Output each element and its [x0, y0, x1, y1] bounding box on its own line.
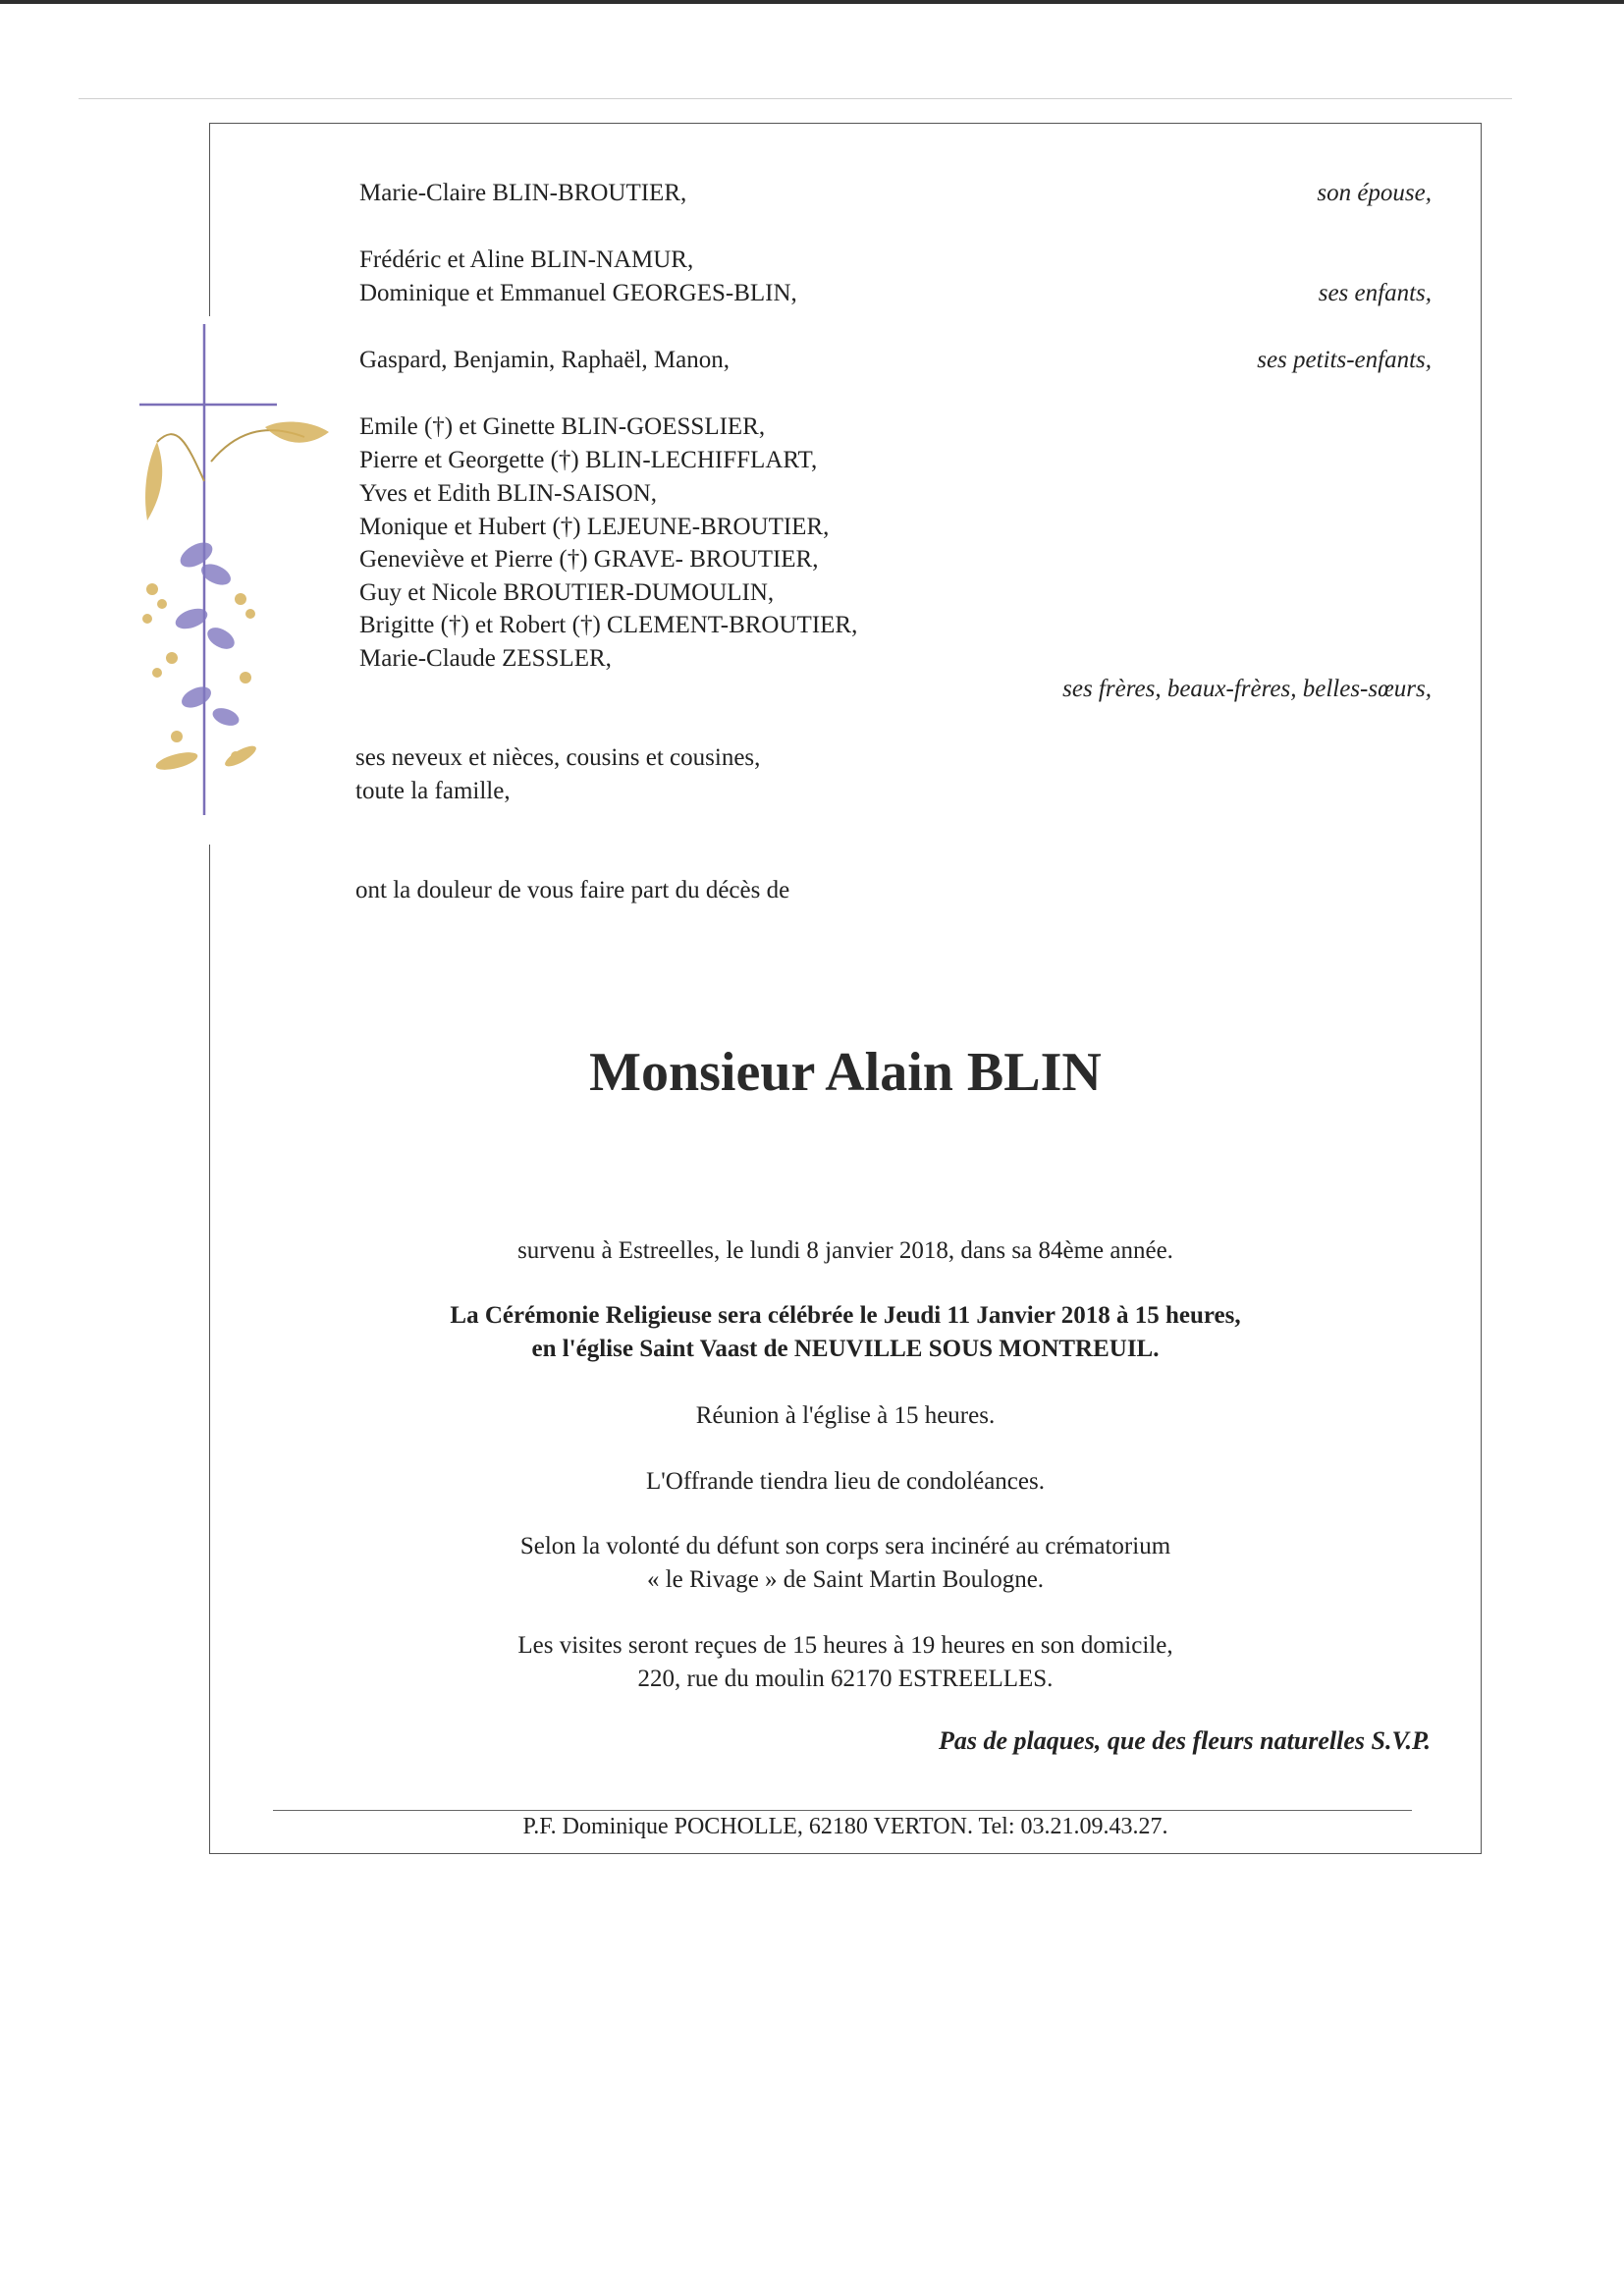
sibling-2: Pierre et Georgette (†) BLIN-LECHIFFLART,: [359, 447, 818, 473]
sibling-4: Monique et Hubert (†) LEJEUNE-BROUTIER,: [359, 514, 830, 540]
children-role: ses enfants,: [1318, 280, 1432, 306]
cross-flowers-icon: [118, 324, 334, 835]
scan-top-edge: [0, 0, 1624, 4]
visits-line-1: Les visites seront reçues de 15 heures à 19 heures en son domicile,: [517, 1632, 1173, 1659]
others-2: toute la famille,: [355, 778, 511, 804]
grandchildren: Gaspard, Benjamin, Raphaël, Manon,: [359, 347, 730, 373]
sibling-1: Emile (†) et Ginette BLIN-GOESSLIER,: [359, 413, 766, 440]
scan-line: [79, 98, 1512, 99]
sibling-5: Geneviève et Pierre (†) GRAVE- BROUTIER,: [359, 546, 819, 573]
offering-text: L'Offrande tiendra lieu de condoléances.: [646, 1468, 1045, 1495]
visits-line-2: 220, rue du moulin 62170 ESTREELLES.: [637, 1666, 1054, 1692]
flowers-note: Pas de plaques, que des fleurs naturelles S.V.P.: [938, 1726, 1431, 1755]
announcement-text: ont la douleur de vous faire part du décès de: [355, 877, 790, 903]
child-1: Frédéric et Aline BLIN-NAMUR,: [359, 246, 694, 273]
grandchildren-role: ses petits-enfants,: [1257, 347, 1432, 373]
sibling-8: Marie-Claude ZESSLER,: [359, 645, 612, 672]
meeting-text: Réunion à l'église à 15 heures.: [695, 1402, 996, 1429]
child-2: Dominique et Emmanuel GEORGES-BLIN,: [359, 280, 797, 306]
death-details: survenu à Estreelles, le lundi 8 janvier 2018, dans sa 84ème année.: [517, 1237, 1173, 1264]
wife-name: Marie-Claire BLIN-BROUTIER,: [359, 180, 687, 206]
ceremony-line-2: en l'église Saint Vaast de NEUVILLE SOUS MONTREUIL.: [531, 1336, 1160, 1362]
footer-divider: [273, 1810, 1412, 1811]
cremation-line-2: « le Rivage » de Saint Martin Boulogne.: [646, 1566, 1045, 1593]
ceremony-line-1: La Cérémonie Religieuse sera célébrée le Jeudi 11 Janvier 2018 à 15 heures,: [450, 1302, 1241, 1329]
siblings-role: ses frères, beaux-frères, belles-sœurs,: [1062, 676, 1432, 702]
funeral-home-footer: P.F. Dominique POCHOLLE, 62180 VERTON. Tel: 03.21.09.43.27.: [522, 1814, 1168, 1839]
cremation-line-1: Selon la volonté du défunt son corps sera incinéré au crématorium: [519, 1533, 1171, 1559]
sibling-7: Brigitte (†) et Robert (†) CLEMENT-BROUTIER,: [359, 612, 858, 638]
deceased-name: Monsieur Alain BLIN: [589, 1042, 1102, 1103]
sibling-3: Yves et Edith BLIN-SAISON,: [359, 480, 658, 507]
wife-role: son épouse,: [1317, 180, 1432, 206]
others-1: ses neveux et nièces, cousins et cousines,: [355, 744, 761, 771]
sibling-6: Guy et Nicole BROUTIER-DUMOULIN,: [359, 579, 775, 606]
